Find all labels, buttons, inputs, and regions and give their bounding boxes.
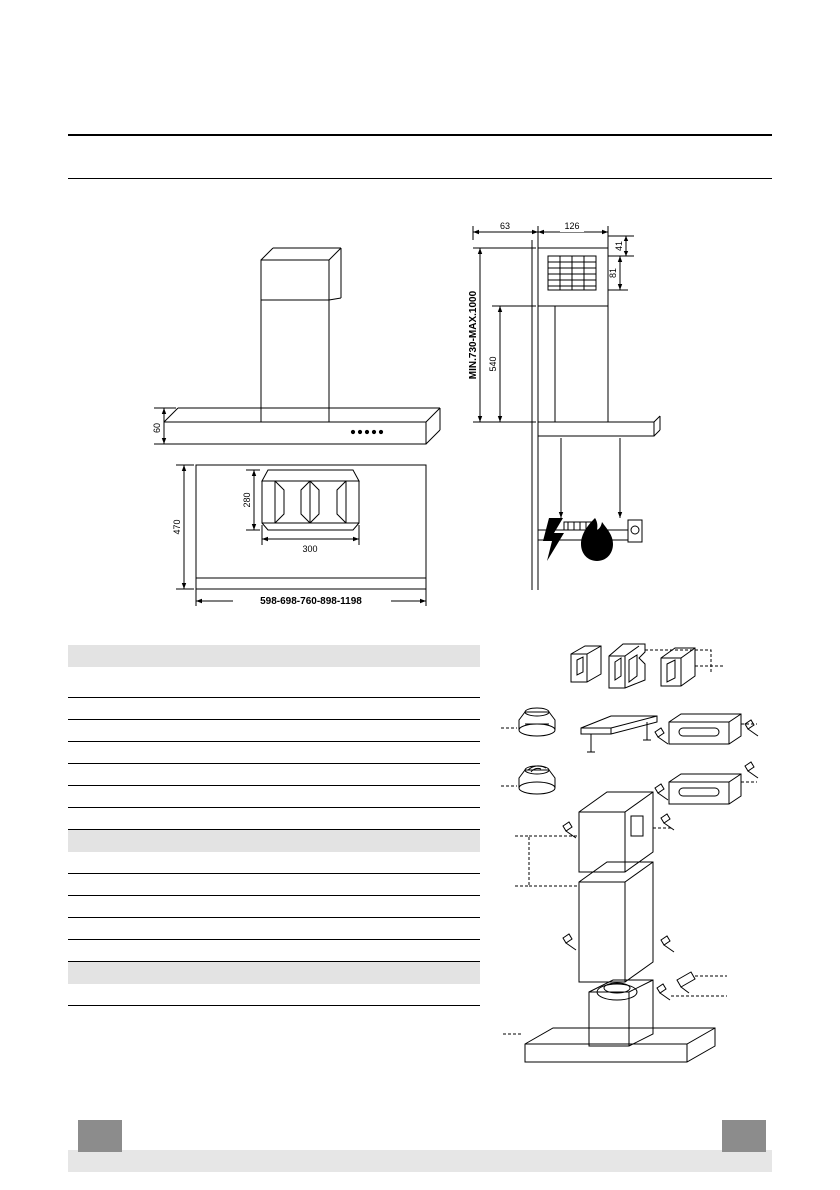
front-view-canopy [164, 408, 440, 444]
dim-126 [538, 220, 608, 248]
spec-row [68, 852, 480, 874]
part-lower-chimney [579, 862, 653, 982]
svg-text:300: 300 [302, 544, 318, 554]
front-view-controls [351, 430, 382, 433]
part-block-a [571, 646, 601, 682]
dim-470 [172, 465, 194, 589]
bottom-view-filters [262, 470, 359, 530]
dim-63 [473, 221, 538, 248]
header-rule-top [68, 134, 772, 136]
spec-row [68, 786, 480, 808]
dim-300 [262, 525, 359, 554]
front-view-chimney [261, 248, 341, 422]
spec-table [68, 645, 480, 1006]
dim-540 [488, 306, 536, 422]
svg-text:81: 81 [608, 267, 618, 279]
exploded-parts-diagram [495, 636, 785, 1086]
spec-row [68, 720, 480, 742]
footer-marker-left [78, 1120, 122, 1152]
part-bracket-bar [581, 716, 657, 752]
spec-row-header-1 [68, 645, 480, 667]
install-height-arrows [559, 438, 622, 518]
part-motor-housing [589, 980, 653, 1046]
side-view-grille [548, 256, 596, 290]
part-screws-chimney [563, 814, 674, 952]
part-fan-round [519, 766, 555, 794]
spec-row-gap-1 [68, 667, 480, 676]
part-plate-slot-2 [669, 774, 741, 804]
part-block-b [609, 644, 645, 688]
spec-row [68, 698, 480, 720]
svg-text:126: 126 [564, 221, 580, 231]
svg-text:540: 540 [488, 356, 498, 372]
svg-text:MIN.730-MAX.1000: MIN.730-MAX.1000 [468, 290, 479, 380]
spec-row [68, 984, 480, 1006]
spec-row [68, 918, 480, 940]
header-rule-second [68, 178, 772, 179]
leader-lines-top [645, 650, 723, 672]
part-hood-base [525, 1028, 715, 1062]
footer-marker-right [722, 1120, 766, 1152]
svg-text:60: 60 [152, 422, 162, 434]
spec-row [68, 764, 480, 786]
dim-widths [196, 589, 426, 607]
spec-row-header-3 [68, 962, 480, 984]
spec-row-header-2 [68, 830, 480, 852]
dim-280 [242, 470, 260, 530]
spec-row [68, 808, 480, 830]
spec-row [68, 896, 480, 918]
part-upper-chimney [579, 792, 653, 872]
svg-text:280: 280 [242, 492, 252, 508]
dimension-drawing [68, 200, 772, 620]
part-block-c [661, 648, 695, 686]
leader-lines-base [503, 976, 727, 1034]
bottom-view-outline [196, 465, 426, 589]
svg-text:63: 63 [499, 221, 511, 231]
spec-row [68, 874, 480, 896]
svg-text:598-698-760-898-1198: 598-698-760-898-1198 [260, 596, 362, 607]
part-plate-slot-1 [669, 714, 741, 744]
spec-row [68, 676, 480, 698]
spec-row [68, 742, 480, 764]
spec-row [68, 940, 480, 962]
leader-lines-chimney [515, 828, 671, 886]
dim-41 [608, 236, 634, 256]
footer-bar [68, 1150, 772, 1172]
dim-81 [608, 256, 628, 290]
svg-text:470: 470 [172, 519, 182, 535]
part-flange-round [519, 708, 555, 736]
svg-text:41: 41 [614, 240, 624, 252]
side-view-wall [532, 240, 538, 590]
side-view-canopy [538, 416, 660, 436]
dim-min-max [468, 248, 536, 422]
